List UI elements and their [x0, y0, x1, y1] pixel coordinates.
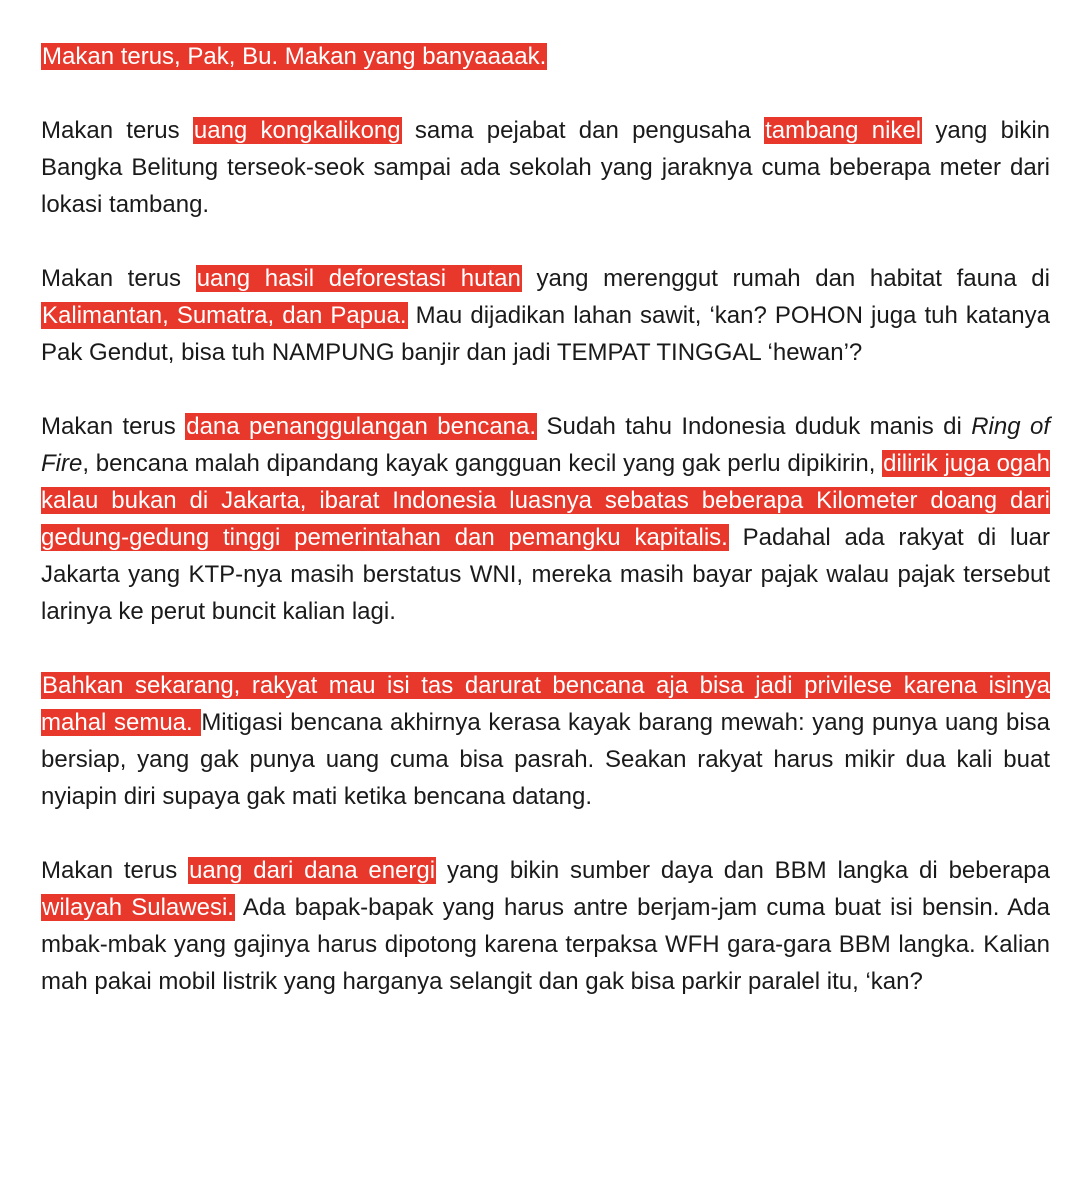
body-text: yang bikin Bangka Belitung terseok-seok sampai ada sekolah yang jaraknya cuma beberapa meter dari lokasi tambang.	[41, 117, 1050, 218]
italic-term: Ring of Fire	[41, 413, 1050, 477]
paragraph-2	[41, 112, 1050, 223]
body-text: Mau dijadikan lahan sawit, ‘kan? POHON juga tuh katanya Pak Gendut, bisa tuh NAMPUNG banjir dan jadi TEMPAT TINGGAL ‘hewan’?	[41, 302, 1050, 366]
body-text: Sudah tahu Indonesia duduk manis di	[537, 413, 972, 440]
paragraph-4	[41, 408, 1050, 630]
body-text: Mitigasi bencana akhirnya kerasa kayak barang mewah: yang punya uang bisa bersiap, yang gak punya uang cuma bisa pasrah. Seakan rakyat harus mikir dua kali buat nyiapin diri supaya gak mati ketika bencana datang.	[41, 709, 1050, 810]
body-text: Makan terus	[41, 117, 193, 144]
highlighted-text: uang hasil deforestasi hutan	[196, 265, 521, 292]
highlighted-text: Makan terus, Pak, Bu. Makan yang banyaaaak.	[42, 43, 547, 70]
highlighted-text: dana penanggulangan bencana.	[186, 413, 537, 440]
body-text: Makan terus	[41, 857, 189, 884]
body-text: Makan terus	[41, 265, 196, 292]
highlighted-text: dilirik juga ogah kalau bukan di Jakarta, ibarat Indonesia luasnya sebatas beberapa Kilometer doang dari gedung-gedung tinggi pemerintahan dan pemangku kapitalis.	[41, 450, 1050, 551]
paragraph-6	[41, 852, 1050, 1000]
body-text: Ada bapak-bapak yang harus antre berjam-jam cuma buat isi bensin. Ada mbak-mbak yang gajinya harus dipotong karena terpaksa WFH gara-gara BBM langka. Kalian mah pakai mobil listrik yang harganya selangit dan gak bisa parkir paralel itu, ‘kan?	[41, 894, 1051, 995]
highlighted-text: wilayah Sulawesi.	[42, 894, 234, 921]
body-text: , bencana malah dipandang kayak gangguan kecil yang gak perlu dipikirin,	[82, 450, 883, 477]
highlighted-text: Kalimantan, Sumatra, dan Papua.	[42, 302, 407, 329]
highlighted-text: Bahkan sekarang, rakyat mau isi tas darurat bencana aja bisa jadi privilese karena isinya mahal semua.	[41, 672, 1050, 736]
highlighted-text: uang kongkalikong	[193, 117, 401, 144]
body-text: yang bikin sumber daya dan BBM langka di beberapa	[436, 857, 1050, 884]
paragraph-5	[41, 667, 1050, 815]
highlighted-text: tambang nikel	[765, 117, 922, 144]
body-text: Padahal ada rakyat di luar Jakarta yang KTP-nya masih berstatus WNI, mereka masih bayar pajak walau pajak tersebut larinya ke perut buncit kalian lagi.	[41, 524, 1051, 625]
highlighted-text: uang dari dana energi	[189, 857, 436, 884]
paragraph-3	[41, 260, 1050, 371]
body-text: Makan terus	[41, 413, 186, 440]
body-text: yang merenggut rumah dan habitat fauna di	[521, 265, 1050, 292]
paragraph-1	[41, 38, 1050, 75]
body-text: sama pejabat dan pengusaha	[401, 117, 765, 144]
